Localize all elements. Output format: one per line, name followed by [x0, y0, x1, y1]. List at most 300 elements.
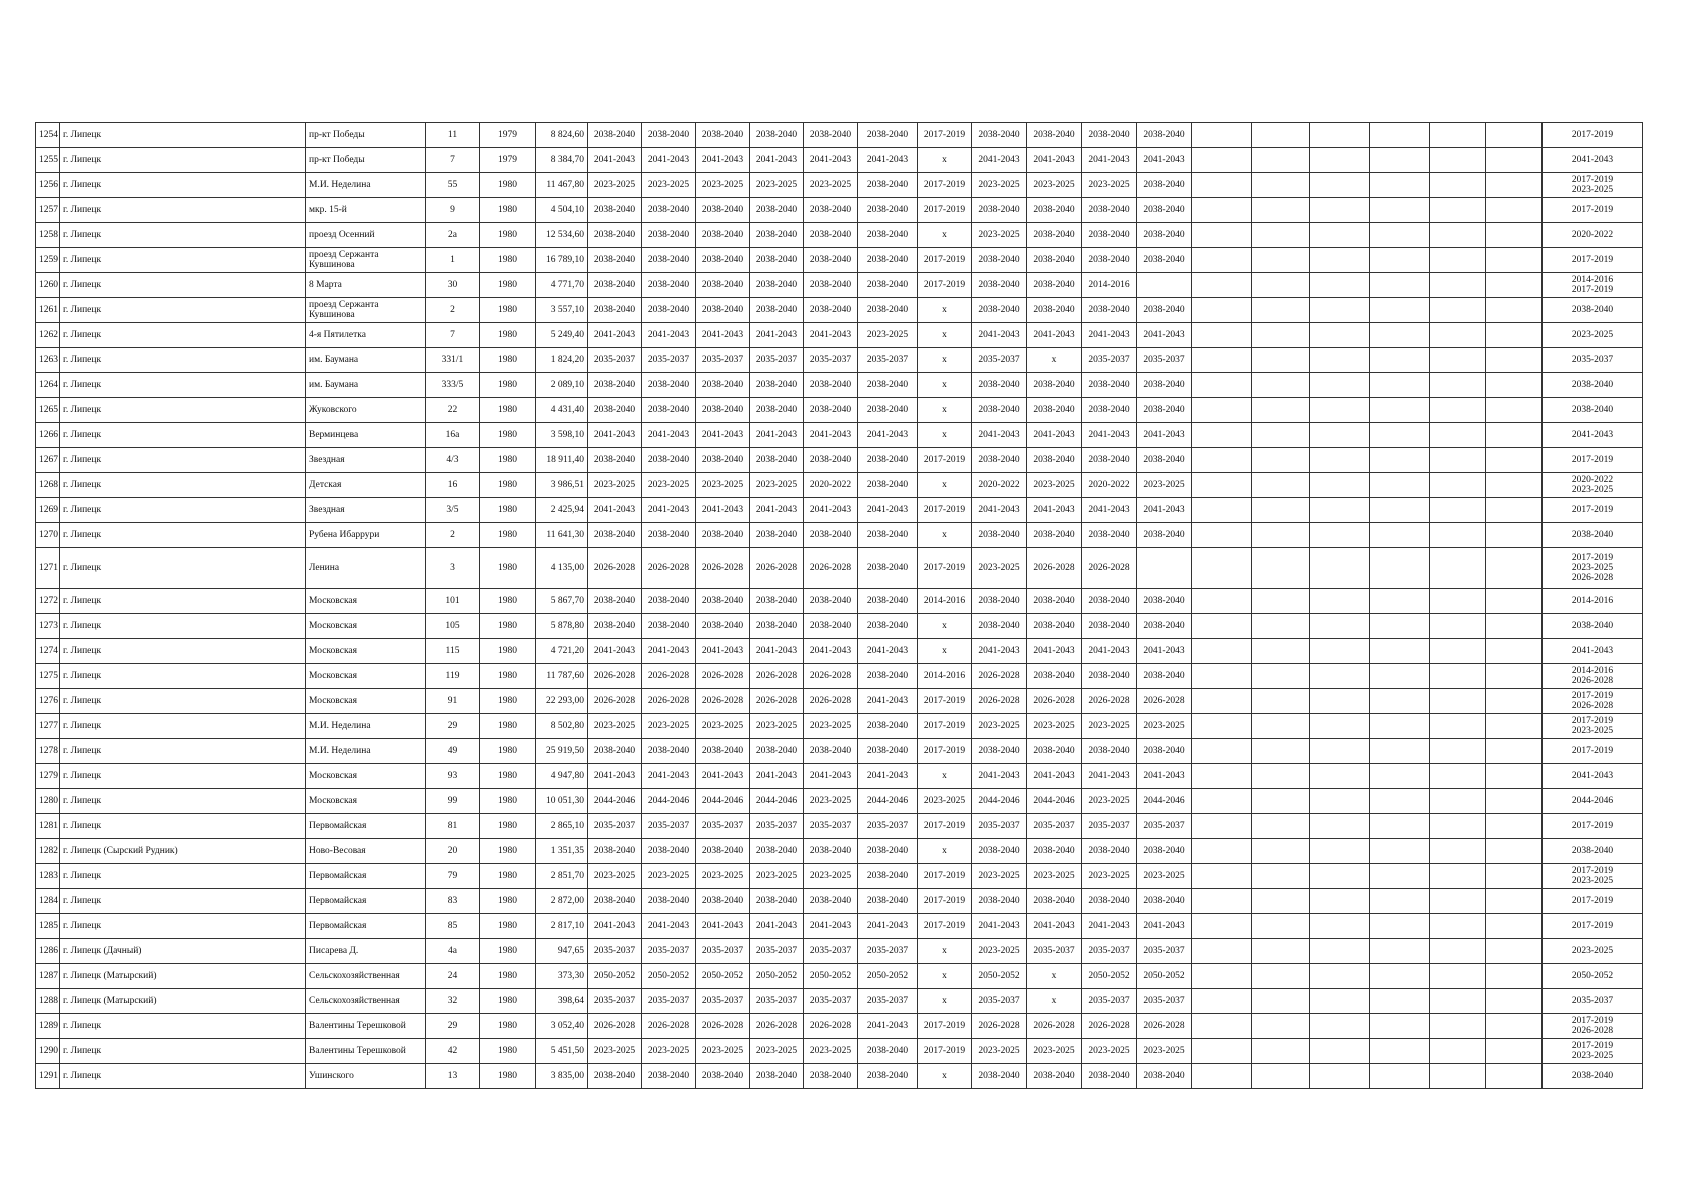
- table-cell: 2038-2040: [642, 448, 696, 473]
- table-cell: 2035-2037: [858, 348, 918, 373]
- table-cell: 2014-2016: [918, 664, 972, 689]
- table-cell: 3 557,10: [536, 298, 588, 323]
- table-cell: 1980: [480, 223, 536, 248]
- table-cell: 3: [426, 548, 480, 589]
- table-row: [36, 889, 1643, 914]
- table-row: [36, 989, 1643, 1014]
- table-cell: 2041-2043: [972, 148, 1027, 173]
- table-cell: [1192, 939, 1252, 964]
- table-cell: г. Липецк: [60, 448, 306, 473]
- table-cell: г. Липецк: [60, 1064, 306, 1089]
- table-cell: 2038-2040: [1082, 448, 1137, 473]
- table-cell: 2038-2040: [1027, 198, 1082, 223]
- table-cell: 2023-2025: [804, 864, 858, 889]
- table-cell: 1283: [36, 864, 60, 889]
- table-cell: 2038-2040: [804, 889, 858, 914]
- table-cell: 2038-2040: [858, 298, 918, 323]
- table-cell: [1486, 664, 1542, 689]
- table-cell: Детская: [306, 473, 426, 498]
- table-cell: 2026-2028: [642, 689, 696, 714]
- table-cell: 2035-2037: [1137, 348, 1192, 373]
- table-cell: Московская: [306, 614, 426, 639]
- table-cell: 2023-2025: [642, 714, 696, 739]
- table-cell: Московская: [306, 639, 426, 664]
- table-cell: г. Липецк: [60, 1039, 306, 1064]
- table-cell: х: [918, 473, 972, 498]
- table-cell: 2038-2040: [1137, 398, 1192, 423]
- table-cell: 2035-2037: [1137, 939, 1192, 964]
- table-cell: 2023-2025: [642, 473, 696, 498]
- table-cell: 1 824,20: [536, 348, 588, 373]
- table-cell: 2017-2019: [918, 448, 972, 473]
- table-cell: [1370, 789, 1430, 814]
- table-cell: 1261: [36, 298, 60, 323]
- table-cell: 2023-2025: [696, 473, 750, 498]
- table-cell: 2041-2043: [1082, 764, 1137, 789]
- table-cell: 2041-2043: [972, 914, 1027, 939]
- table-cell: 2041-2043: [588, 764, 642, 789]
- table-cell: [1192, 864, 1252, 889]
- table-cell: 2026-2028: [642, 548, 696, 589]
- table-cell: 2041-2043: [1027, 498, 1082, 523]
- table-cell: 2041-2043: [750, 323, 804, 348]
- table-cell: г. Липецк: [60, 764, 306, 789]
- table-cell: 2023-2025: [588, 1039, 642, 1064]
- table-cell: х: [918, 614, 972, 639]
- table-cell: г. Липецк: [60, 614, 306, 639]
- table-cell: 1289: [36, 1014, 60, 1039]
- table-cell: 2038-2040: [1137, 223, 1192, 248]
- table-cell: 2026-2028: [696, 689, 750, 714]
- table-cell: 81: [426, 814, 480, 839]
- table-cell: 2026-2028: [750, 664, 804, 689]
- table-cell: 2038-2040: [972, 373, 1027, 398]
- table-cell: [1252, 989, 1310, 1014]
- table-cell: [1252, 814, 1310, 839]
- table-cell: 2023-2025: [972, 1039, 1027, 1064]
- table-cell: 2035-2037: [804, 939, 858, 964]
- table-cell: 2038-2040: [750, 839, 804, 864]
- table-cell: 2038-2040: [642, 398, 696, 423]
- table-cell: 2038-2040: [696, 398, 750, 423]
- table-cell: 2023-2025: [804, 714, 858, 739]
- table-cell: г. Липецк: [60, 1014, 306, 1039]
- table-cell: [1370, 1064, 1430, 1089]
- table-cell: 2023-2025: [642, 1039, 696, 1064]
- table-cell: [1430, 639, 1486, 664]
- housing-repair-table: [35, 122, 1643, 1089]
- table-cell: [1252, 423, 1310, 448]
- table-cell: [1310, 1039, 1370, 1064]
- table-cell: 2038-2040: [1082, 123, 1137, 148]
- table-cell: [1430, 989, 1486, 1014]
- table-cell: [1192, 198, 1252, 223]
- table-cell: 2041-2043: [642, 148, 696, 173]
- table-cell: 2038-2040: [858, 123, 918, 148]
- table-cell: [1430, 1039, 1486, 1064]
- table-cell: 1: [426, 248, 480, 273]
- table-row: [36, 423, 1643, 448]
- table-cell: [1486, 714, 1542, 739]
- table-cell: г. Липецк: [60, 373, 306, 398]
- table-cell: 2023-2025: [1543, 323, 1643, 348]
- table-cell: 2023-2025: [588, 173, 642, 198]
- table-cell: Жуковского: [306, 398, 426, 423]
- table-cell: [1486, 273, 1542, 298]
- table-cell: 2041-2043: [1543, 639, 1643, 664]
- table-cell: х: [1027, 348, 1082, 373]
- table-cell: 2038-2040: [858, 714, 918, 739]
- table-cell: Звездная: [306, 498, 426, 523]
- table-cell: 2017-2019: [918, 273, 972, 298]
- table-cell: 2014-2016: [918, 589, 972, 614]
- table-cell: [1486, 689, 1542, 714]
- table-cell: 2038-2040: [1027, 298, 1082, 323]
- table-cell: [1430, 939, 1486, 964]
- table-cell: [1252, 689, 1310, 714]
- table-cell: 2020-2022: [1082, 473, 1137, 498]
- table-cell: 2035-2037: [972, 814, 1027, 839]
- table-cell: 2038-2040: [858, 198, 918, 223]
- table-cell: 2044-2046: [1027, 789, 1082, 814]
- table-cell: 2038-2040: [1027, 523, 1082, 548]
- table-cell: 2038-2040: [642, 589, 696, 614]
- table-cell: 2041-2043: [804, 148, 858, 173]
- table-cell: 2017-2019: [1543, 889, 1643, 914]
- table-cell: 2038-2040: [696, 1064, 750, 1089]
- table-cell: 9: [426, 198, 480, 223]
- table-cell: 2038-2040: [804, 739, 858, 764]
- table-cell: [1310, 123, 1370, 148]
- table-cell: Сельскохозяйственная: [306, 964, 426, 989]
- table-cell: г. Липецк: [60, 298, 306, 323]
- table-cell: 2038-2040: [1137, 173, 1192, 198]
- table-cell: [1370, 664, 1430, 689]
- table-cell: [1370, 123, 1430, 148]
- table-cell: [1370, 589, 1430, 614]
- table-cell: 2038-2040: [1137, 123, 1192, 148]
- table-cell: [1430, 739, 1486, 764]
- table-cell: 2038-2040: [1137, 589, 1192, 614]
- table-cell: [1370, 223, 1430, 248]
- table-row: [36, 639, 1643, 664]
- table-cell: 2041-2043: [588, 914, 642, 939]
- table-cell: 5 878,80: [536, 614, 588, 639]
- table-cell: 2038-2040: [1137, 889, 1192, 914]
- table-cell: [1370, 523, 1430, 548]
- table-cell: 2026-2028: [972, 1014, 1027, 1039]
- table-cell: 2041-2043: [858, 423, 918, 448]
- table-cell: 2035-2037: [1082, 939, 1137, 964]
- table-cell: 2038-2040: [804, 248, 858, 273]
- table-cell: 2 817,10: [536, 914, 588, 939]
- table-cell: [1370, 448, 1430, 473]
- table-cell: 2041-2043: [1027, 323, 1082, 348]
- table-cell: 2017-2019: [918, 1039, 972, 1064]
- table-cell: 2041-2043: [804, 423, 858, 448]
- table-cell: [1430, 914, 1486, 939]
- table-cell: 2038-2040: [588, 223, 642, 248]
- table-cell: 2038-2040: [1082, 739, 1137, 764]
- table-cell: 2023-2025: [1082, 714, 1137, 739]
- table-cell: 1980: [480, 348, 536, 373]
- table-cell: [1486, 914, 1542, 939]
- table-cell: 2017-2019: [1543, 914, 1643, 939]
- table-cell: 2038-2040: [1082, 1064, 1137, 1089]
- table-cell: [1252, 1039, 1310, 1064]
- table-cell: [1370, 739, 1430, 764]
- table-cell: [1252, 914, 1310, 939]
- table-cell: 1281: [36, 814, 60, 839]
- table-cell: 5 451,50: [536, 1039, 588, 1064]
- table-cell: [1486, 989, 1542, 1014]
- table-cell: 2038-2040: [1082, 839, 1137, 864]
- table-cell: 2014-2016: [1543, 589, 1643, 614]
- table-cell: 3 986,51: [536, 473, 588, 498]
- table-cell: 2017-2019: [918, 198, 972, 223]
- table-cell: 2017-2019 2023-2025: [1543, 714, 1643, 739]
- table-cell: 2017-2019: [1543, 448, 1643, 473]
- table-row: [36, 814, 1643, 839]
- table-cell: [1430, 173, 1486, 198]
- table-cell: [1486, 639, 1542, 664]
- table-cell: 1254: [36, 123, 60, 148]
- table-cell: х: [1027, 964, 1082, 989]
- table-cell: 11 467,80: [536, 173, 588, 198]
- table-cell: 1980: [480, 1039, 536, 1064]
- table-cell: [1486, 839, 1542, 864]
- table-cell: [1430, 498, 1486, 523]
- table-cell: 42: [426, 1039, 480, 1064]
- table-cell: 2038-2040: [642, 273, 696, 298]
- table-cell: [1430, 664, 1486, 689]
- table-cell: [1486, 198, 1542, 223]
- table-cell: 2026-2028: [804, 689, 858, 714]
- table-cell: [1137, 548, 1192, 589]
- table-cell: [1252, 714, 1310, 739]
- table-cell: 2038-2040: [1543, 614, 1643, 639]
- table-cell: 2026-2028: [588, 689, 642, 714]
- table-cell: [1430, 814, 1486, 839]
- table-cell: 1288: [36, 989, 60, 1014]
- table-cell: 2041-2043: [588, 423, 642, 448]
- table-cell: 2038-2040: [1082, 248, 1137, 273]
- table-cell: 11 641,30: [536, 523, 588, 548]
- table-cell: 2038-2040: [1027, 664, 1082, 689]
- table-cell: 2026-2028: [804, 1014, 858, 1039]
- table-cell: [1486, 248, 1542, 273]
- table-cell: 2038-2040: [696, 223, 750, 248]
- table-cell: 2035-2037: [696, 814, 750, 839]
- table-cell: [1370, 323, 1430, 348]
- table-cell: 2014-2016: [1082, 273, 1137, 298]
- table-cell: 2041-2043: [804, 498, 858, 523]
- table-cell: 2038-2040: [696, 373, 750, 398]
- table-cell: [1430, 273, 1486, 298]
- table-cell: 2041-2043: [642, 323, 696, 348]
- table-cell: 2038-2040: [858, 448, 918, 473]
- table-cell: 2038-2040: [750, 1064, 804, 1089]
- table-cell: г. Липецк: [60, 548, 306, 589]
- table-cell: 2035-2037: [1082, 814, 1137, 839]
- table-cell: 2041-2043: [858, 1014, 918, 1039]
- table-cell: 2017-2019: [918, 914, 972, 939]
- table-cell: [1192, 989, 1252, 1014]
- table-cell: 1275: [36, 664, 60, 689]
- table-cell: Сельскохозяйственная: [306, 989, 426, 1014]
- table-cell: 2017-2019: [1543, 814, 1643, 839]
- table-cell: 2035-2037: [972, 989, 1027, 1014]
- table-cell: 4а: [426, 939, 480, 964]
- table-row: [36, 914, 1643, 939]
- table-cell: 2017-2019: [918, 248, 972, 273]
- table-cell: 2041-2043: [696, 423, 750, 448]
- table-cell: [1430, 473, 1486, 498]
- table-cell: 99: [426, 789, 480, 814]
- table-cell: Валентины Терешковой: [306, 1039, 426, 1064]
- table-cell: 2038-2040: [1082, 398, 1137, 423]
- table-cell: [1252, 639, 1310, 664]
- table-cell: [1486, 1064, 1542, 1089]
- table-row: [36, 714, 1643, 739]
- table-cell: 2017-2019: [918, 1014, 972, 1039]
- table-cell: 2050-2052: [1082, 964, 1137, 989]
- table-cell: 2038-2040: [1137, 248, 1192, 273]
- table-cell: 1980: [480, 614, 536, 639]
- table-cell: 1980: [480, 589, 536, 614]
- table-cell: 101: [426, 589, 480, 614]
- table-cell: [1370, 839, 1430, 864]
- table-cell: [1370, 714, 1430, 739]
- table-cell: 2038-2040: [750, 198, 804, 223]
- table-cell: 25 919,50: [536, 739, 588, 764]
- table-cell: [1310, 839, 1370, 864]
- table-cell: 1980: [480, 423, 536, 448]
- table-cell: Московская: [306, 664, 426, 689]
- table-cell: 2038-2040: [1137, 614, 1192, 639]
- table-cell: [1252, 589, 1310, 614]
- table-cell: 2038-2040: [858, 173, 918, 198]
- table-cell: х: [918, 298, 972, 323]
- table-cell: 2023-2025: [1082, 864, 1137, 889]
- table-cell: г. Липецк: [60, 198, 306, 223]
- table-cell: 2050-2052: [972, 964, 1027, 989]
- table-cell: 2023-2025: [750, 1039, 804, 1064]
- table-cell: 2038-2040: [1137, 373, 1192, 398]
- table-cell: 1259: [36, 248, 60, 273]
- table-cell: 2038-2040: [1027, 123, 1082, 148]
- table-cell: 2026-2028: [588, 548, 642, 589]
- table-cell: 2041-2043: [696, 764, 750, 789]
- table-cell: Московская: [306, 589, 426, 614]
- table-cell: 2044-2046: [858, 789, 918, 814]
- table-cell: 2038-2040: [804, 198, 858, 223]
- table-cell: 2038-2040: [750, 298, 804, 323]
- table-cell: 331/1: [426, 348, 480, 373]
- table-cell: 2026-2028: [1137, 1014, 1192, 1039]
- table-cell: 2: [426, 298, 480, 323]
- table-cell: 2038-2040: [1543, 839, 1643, 864]
- table-cell: [1192, 914, 1252, 939]
- table-cell: 2020-2022 2023-2025: [1543, 473, 1643, 498]
- table-cell: 2041-2043: [804, 323, 858, 348]
- table-cell: [1370, 614, 1430, 639]
- table-cell: [1430, 248, 1486, 273]
- table-cell: 2017-2019: [1543, 739, 1643, 764]
- table-cell: 2023-2025: [1082, 1039, 1137, 1064]
- table-cell: 8 Марта: [306, 273, 426, 298]
- table-cell: г. Липецк: [60, 639, 306, 664]
- table-cell: 2038-2040: [588, 523, 642, 548]
- table-cell: 2017-2019 2023-2025: [1543, 1039, 1643, 1064]
- table-cell: [1430, 689, 1486, 714]
- table-row: [36, 739, 1643, 764]
- table-cell: [1370, 814, 1430, 839]
- table-cell: 2041-2043: [1137, 498, 1192, 523]
- table-cell: 2026-2028: [1082, 1014, 1137, 1039]
- table-cell: [1252, 448, 1310, 473]
- table-cell: 2026-2028: [1027, 689, 1082, 714]
- table-cell: 2041-2043: [1082, 639, 1137, 664]
- table-cell: г. Липецк: [60, 398, 306, 423]
- table-cell: 2038-2040: [972, 448, 1027, 473]
- table-cell: г. Липецк: [60, 498, 306, 523]
- table-cell: 2041-2043: [804, 639, 858, 664]
- table-cell: 2041-2043: [1543, 148, 1643, 173]
- table-cell: [1430, 864, 1486, 889]
- table-cell: 2038-2040: [750, 614, 804, 639]
- table-cell: 2026-2028: [750, 548, 804, 589]
- table-cell: [1252, 298, 1310, 323]
- table-cell: [1370, 473, 1430, 498]
- table-cell: 2017-2019 2023-2025: [1543, 173, 1643, 198]
- table-cell: 2041-2043: [1082, 323, 1137, 348]
- table-cell: 2038-2040: [804, 373, 858, 398]
- table-cell: 2038-2040: [858, 889, 918, 914]
- table-cell: [1370, 548, 1430, 589]
- table-cell: 2038-2040: [972, 889, 1027, 914]
- table-cell: 1263: [36, 348, 60, 373]
- table-cell: [1370, 198, 1430, 223]
- table-cell: 2038-2040: [1027, 1064, 1082, 1089]
- table-cell: 2038-2040: [642, 123, 696, 148]
- table-cell: Звездная: [306, 448, 426, 473]
- table-cell: [1310, 739, 1370, 764]
- table-cell: 2041-2043: [1137, 423, 1192, 448]
- table-cell: 2038-2040: [972, 589, 1027, 614]
- table-cell: 1980: [480, 248, 536, 273]
- table-cell: 2041-2043: [858, 148, 918, 173]
- table-cell: 2017-2019 2026-2028: [1543, 689, 1643, 714]
- table-cell: [1192, 348, 1252, 373]
- table-cell: 2035-2037: [1082, 348, 1137, 373]
- table-cell: 1980: [480, 373, 536, 398]
- table-cell: 2035-2037: [1082, 989, 1137, 1014]
- table-cell: 398,64: [536, 989, 588, 1014]
- table-cell: 2023-2025: [696, 714, 750, 739]
- table-cell: 2026-2028: [588, 1014, 642, 1039]
- table-cell: 1980: [480, 548, 536, 589]
- table-cell: 24: [426, 964, 480, 989]
- table-cell: х: [918, 939, 972, 964]
- table-cell: 1980: [480, 839, 536, 864]
- table-cell: 79: [426, 864, 480, 889]
- table-cell: 2038-2040: [972, 739, 1027, 764]
- table-cell: х: [918, 348, 972, 373]
- table-cell: 2038-2040: [858, 373, 918, 398]
- table-cell: 2038-2040: [804, 448, 858, 473]
- table-cell: 2023-2025: [1027, 1039, 1082, 1064]
